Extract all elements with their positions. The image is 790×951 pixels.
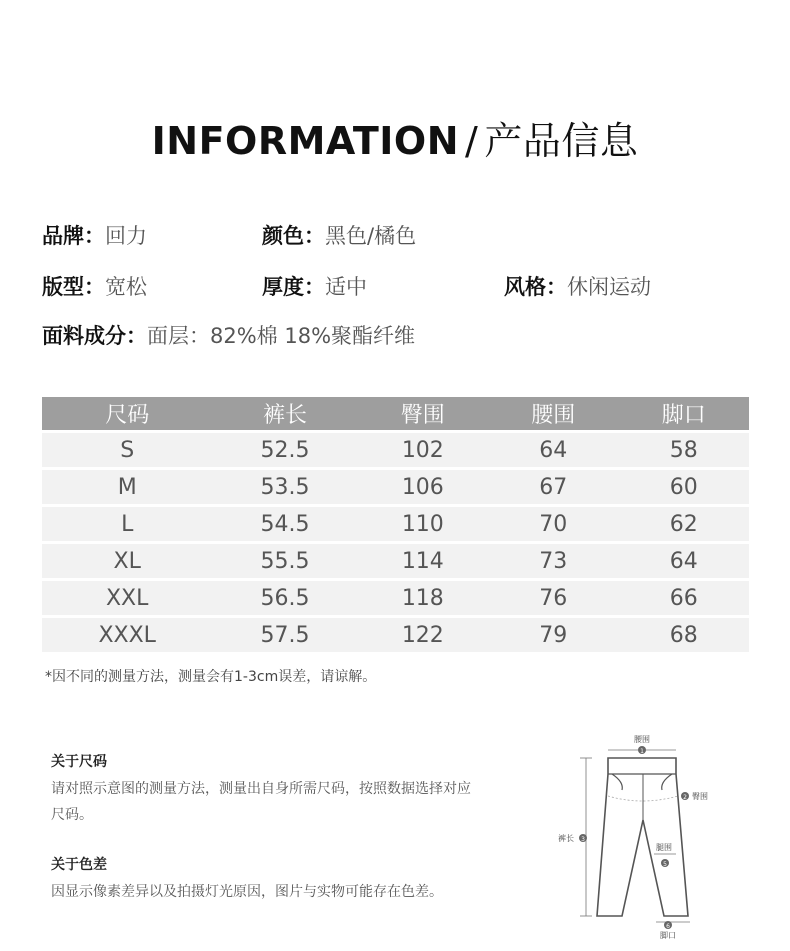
table-row	[42, 580, 749, 617]
page-title	[0, 110, 790, 165]
table-cell: 79	[488, 617, 618, 653]
info-label: 颜色：	[262, 224, 325, 248]
header-cell: 尺码	[42, 397, 212, 432]
length-number: 3	[581, 836, 585, 843]
table-cell: 68	[619, 617, 749, 653]
info-thickness	[262, 271, 367, 301]
table-cell: S	[42, 432, 212, 469]
table-cell: XL	[42, 543, 212, 580]
table-cell: 73	[488, 543, 618, 580]
table-cell: 52.5	[212, 432, 357, 469]
header-cell: 腰围	[488, 397, 618, 432]
title-separator: /	[465, 119, 479, 163]
table-cell: 57.5	[212, 617, 357, 653]
info-value: 黑色/橘色	[325, 224, 417, 248]
length-label: 裤长	[558, 834, 574, 843]
table-cell: 58	[619, 432, 749, 469]
title-cn: 产品信息	[484, 119, 639, 163]
info-label: 品牌：	[42, 224, 105, 248]
info-value: 回力	[105, 224, 147, 248]
info-fabric	[42, 320, 415, 350]
table-cell: 102	[358, 432, 488, 469]
about-color-text: 因显示像素差异以及拍摄灯光原因，图片与实物可能存在色差。	[51, 884, 443, 900]
hem-label: 脚口	[660, 931, 676, 940]
table-cell: 53.5	[212, 469, 357, 506]
about-size-title: 关于尺码	[51, 754, 107, 770]
waist-number: 1	[640, 748, 644, 755]
table-cell: L	[42, 506, 212, 543]
table-cell: 54.5	[212, 506, 357, 543]
info-brand	[42, 220, 147, 250]
table-cell: XXXL	[42, 617, 212, 653]
info-label: 厚度：	[262, 275, 325, 299]
info-fit	[42, 271, 147, 301]
info-style	[504, 271, 651, 301]
table-cell: 64	[488, 432, 618, 469]
table-header-row	[42, 397, 749, 432]
table-cell: 118	[358, 580, 488, 617]
pants-diagram-svg	[540, 730, 740, 945]
about-size-text: 请对照示意图的测量方法，测量出自身所需尺码，按照数据选择对应尺码。	[51, 781, 471, 823]
about-color-title: 关于色差	[51, 857, 107, 873]
header-cell: 脚口	[619, 397, 749, 432]
table-cell: 66	[619, 580, 749, 617]
info-label: 风格：	[504, 275, 567, 299]
table-cell: 76	[488, 580, 618, 617]
info-label: 版型：	[42, 275, 105, 299]
table-cell: 110	[358, 506, 488, 543]
table-cell: 67	[488, 469, 618, 506]
header-cell: 裤长	[212, 397, 357, 432]
waist-label: 腰围	[634, 735, 650, 744]
table-cell: 60	[619, 469, 749, 506]
table-row	[42, 469, 749, 506]
table-cell: 70	[488, 506, 618, 543]
title-en: INFORMATION	[151, 119, 460, 163]
pants-measurement-diagram	[540, 730, 740, 945]
table-cell: 56.5	[212, 580, 357, 617]
table-cell: 64	[619, 543, 749, 580]
table-cell: 106	[358, 469, 488, 506]
info-value: 适中	[325, 275, 367, 299]
table-row	[42, 432, 749, 469]
table-row	[42, 617, 749, 653]
hip-number: 2	[683, 794, 687, 801]
header-cell: 臀围	[358, 397, 488, 432]
size-table	[42, 397, 749, 652]
table-row	[42, 543, 749, 580]
table-row	[42, 506, 749, 543]
thigh-number: 5	[663, 861, 667, 868]
info-value: 宽松	[105, 275, 147, 299]
table-cell: 122	[358, 617, 488, 653]
thigh-label: 腿围	[656, 843, 672, 852]
hip-label: 臀围	[692, 792, 708, 801]
hem-number: 6	[666, 923, 670, 930]
measurement-note: *因不同的测量方法，测量会有1-3cm误差，请谅解。	[45, 669, 377, 685]
info-label: 面料成分：	[42, 324, 147, 348]
info-color	[262, 220, 416, 250]
info-value: 休闲运动	[567, 275, 651, 299]
table-cell: 55.5	[212, 543, 357, 580]
table-cell: 62	[619, 506, 749, 543]
table-cell: XXL	[42, 580, 212, 617]
info-value: 面层：82%棉 18%聚酯纤维	[147, 324, 416, 348]
table-cell: M	[42, 469, 212, 506]
table-cell: 114	[358, 543, 488, 580]
